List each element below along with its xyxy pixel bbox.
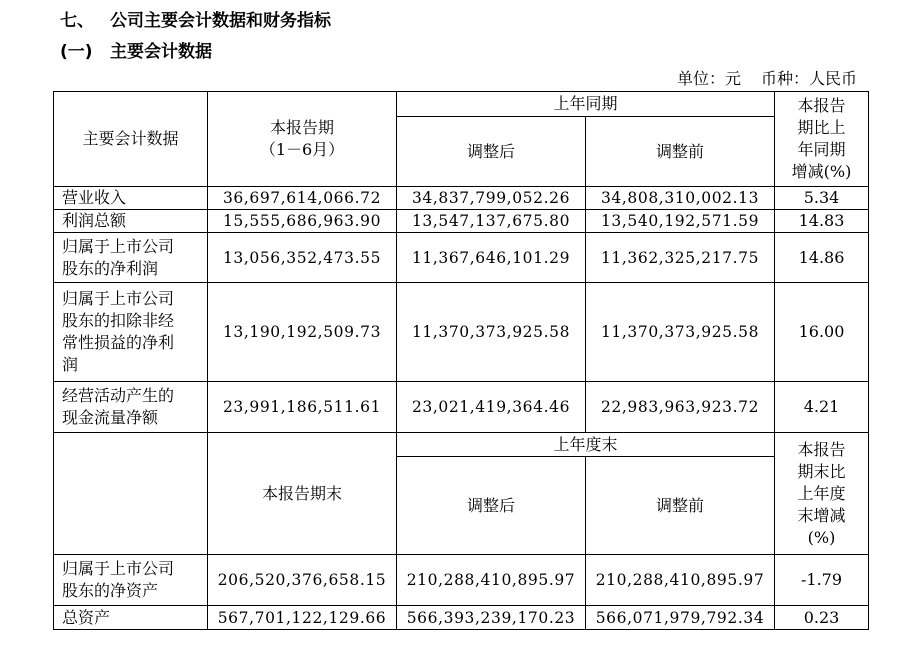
header-change-pct: 本报告 期比上 年同期 增减(%) [775,92,869,187]
adjusted-value: 566,393,239,170.23 [397,606,586,630]
change-value: -1.79 [775,555,869,606]
table-row [54,210,869,233]
change-value: 5.34 [775,187,869,210]
header-prior-period: 上年同期 [397,92,775,117]
currency-label: 币种：人民币 [760,69,857,88]
current-value: 15,555,686,963.90 [208,210,397,233]
row-label: 归属于上市公司 股东的净资产 [54,555,208,606]
adjusted-value: 210,288,410,895.97 [397,555,586,606]
header-change-pct: 本报告 期末比 上年度 末增减 (%) [775,433,869,555]
change-value: 16.00 [775,283,869,382]
header-current-period: 本报告期 （1－6月） [208,92,397,187]
table-row [54,283,869,382]
before-value: 11,362,325,217.75 [586,233,775,283]
current-value: 13,190,192,509.73 [208,283,397,382]
header-item: 主要会计数据 [54,92,208,187]
subsection-title: 主要会计数据 [110,42,212,62]
subsection-number: (一) [60,42,93,62]
header-prior-year-end: 上年度末 [397,433,775,457]
table-row [54,233,869,283]
header-row [54,92,869,117]
before-value: 566,071,979,792.34 [586,606,775,630]
adjusted-value: 11,367,646,101.29 [397,233,586,283]
unit-label: 单位：元 [676,69,741,88]
change-value: 4.21 [775,382,869,433]
before-value: 22,983,963,923.72 [586,382,775,433]
change-value: 0.23 [775,606,869,630]
row-label: 营业收入 [54,187,208,210]
change-value: 14.83 [775,210,869,233]
header-adjusted: 调整后 [397,117,586,187]
before-value: 13,540,192,571.59 [586,210,775,233]
current-value: 23,991,186,511.61 [208,382,397,433]
accounting-data-table [53,91,869,630]
row-label: 总资产 [54,606,208,630]
section-title: 公司主要会计数据和财务指标 [110,11,331,31]
current-value: 13,056,352,473.55 [208,233,397,283]
before-value: 34,808,310,002.13 [586,187,775,210]
current-value: 206,520,376,658.15 [208,555,397,606]
table-row [54,187,869,210]
table-row [54,606,869,630]
header-item [54,433,208,555]
change-value: 14.86 [775,233,869,283]
table-row [54,555,869,606]
subsection-heading [60,37,212,62]
header-period-end: 本报告期末 [208,433,397,555]
row-label: 归属于上市公司 股东的净利润 [54,233,208,283]
current-value: 567,701,122,129.66 [208,606,397,630]
adjusted-value: 23,021,419,364.46 [397,382,586,433]
header-adjusted: 调整后 [397,457,586,555]
header-before-adjustment: 调整前 [586,117,775,187]
adjusted-value: 11,370,373,925.58 [397,283,586,382]
header-row [54,433,869,457]
section-number: 七、 [60,11,94,31]
row-label: 利润总额 [54,210,208,233]
header-before-adjustment: 调整前 [586,457,775,555]
before-value: 11,370,373,925.58 [586,283,775,382]
adjusted-value: 34,837,799,052.26 [397,187,586,210]
before-value: 210,288,410,895.97 [586,555,775,606]
row-label: 经营活动产生的 现金流量净额 [54,382,208,433]
table-row [54,382,869,433]
current-value: 36,697,614,066.72 [208,187,397,210]
unit-line [677,66,857,89]
row-label: 归属于上市公司 股东的扣除非经 常性损益的净利 润 [54,283,208,382]
adjusted-value: 13,547,137,675.80 [397,210,586,233]
section-heading [60,6,331,31]
